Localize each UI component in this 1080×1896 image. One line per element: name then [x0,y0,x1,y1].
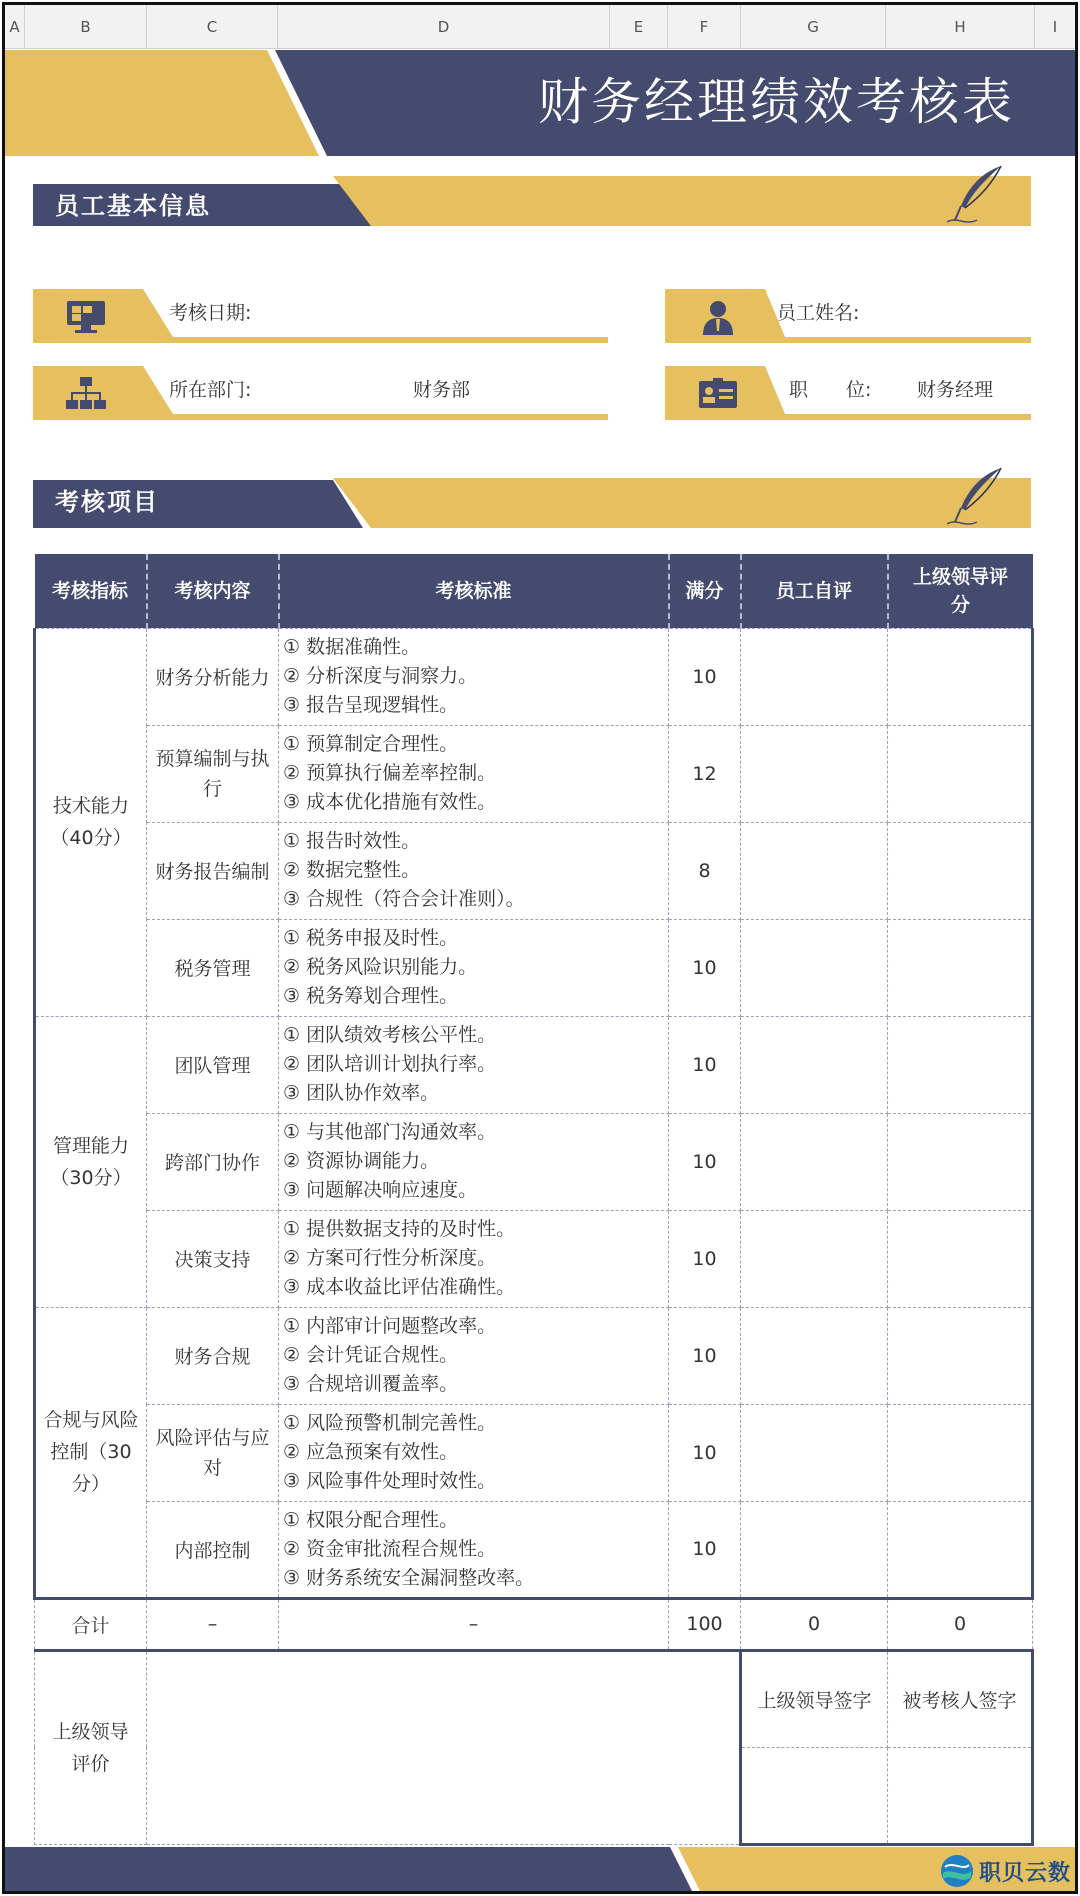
section-title: 考核项目 [55,488,159,516]
department-label: 所在部门: [169,379,252,401]
header-content: 考核内容 [147,554,279,628]
full-score-cell: 10 [669,919,741,1016]
full-score-cell: 12 [669,725,741,822]
full-score-cell: 10 [669,1210,741,1307]
standard-line: ② 资源协调能力。 [283,1150,440,1172]
total-leader-score: 0 [888,1598,1033,1650]
table-header-row [35,554,1033,628]
table-row [35,628,1033,725]
table-row [35,725,1033,822]
standard-cell [279,1210,669,1307]
standard-line: ① 提供数据支持的及时性。 [283,1218,516,1240]
standard-line: ② 税务风险识别能力。 [283,956,478,978]
standard-line: ② 应急预案有效性。 [283,1441,459,1463]
content-cell: 风险评估与应对 [147,1404,279,1501]
self-score-input[interactable] [741,919,888,1016]
column-header-bar [5,5,1075,49]
review-date-label: 考核日期: [169,302,252,324]
column-header-a[interactable]: A [5,5,25,49]
leader-score-input[interactable] [888,1113,1033,1210]
standard-line: ① 团队绩效考核公平性。 [283,1024,497,1046]
standard-cell [279,1501,669,1598]
self-score-input[interactable] [741,1113,888,1210]
total-standard: – [279,1598,669,1650]
table-row [35,1501,1033,1598]
standard-line: ① 风险预警机制完善性。 [283,1412,497,1434]
column-header-i[interactable]: I [1052,18,1058,36]
standard-line: ① 与其他部门沟通效率。 [283,1121,497,1143]
column-header-b[interactable]: B [25,5,147,49]
content-cell: 财务合规 [147,1307,279,1404]
standard-line: ② 资金审批流程合规性。 [283,1537,497,1560]
standard-line: ① 税务申报及时性。 [283,927,459,949]
page-title: 财务经理绩效考核表 [538,73,1015,131]
full-score-cell: 10 [669,1307,741,1404]
leader-score-input[interactable] [888,822,1033,919]
full-score-cell: 8 [669,822,741,919]
content-cell: 税务管理 [147,919,279,1016]
total-content: – [147,1598,279,1650]
table-row [35,1016,1033,1113]
leader-score-input[interactable] [888,725,1033,822]
department-row [33,366,608,420]
leader-score-input[interactable] [888,1016,1033,1113]
leader-score-input[interactable] [888,919,1033,1016]
self-score-input[interactable] [741,1016,888,1113]
employee-signature-label: 被考核人签字 [888,1650,1033,1747]
icon-tab [665,366,805,420]
leader-review-label: 上级领导评价 [35,1650,147,1844]
standard-line: ③ 团队协作效率。 [283,1082,440,1104]
standard-cell [279,1113,669,1210]
standard-line: ① 内部审计问题整改率。 [283,1315,497,1337]
spreadsheet-page [2,2,1078,1894]
standard-line: ② 数据完整性。 [283,859,421,881]
section-title: 员工基本信息 [55,192,211,220]
standard-line: ① 预算制定合理性。 [283,733,459,755]
header-self-score: 员工自评 [741,554,888,628]
table-row [35,822,1033,919]
standard-cell [279,725,669,822]
table-row [35,1404,1033,1501]
full-score-cell: 10 [669,1016,741,1113]
content-cell: 团队管理 [147,1016,279,1113]
column-header-h[interactable]: H [886,5,1035,49]
standard-line: ③ 税务筹划合理性。 [283,985,459,1007]
standard-line: ① 数据准确性。 [283,636,421,658]
standard-line: ② 预算执行偏差率控制。 [283,762,497,784]
brand-logo-icon [939,1853,975,1889]
leader-score-input[interactable] [888,1501,1033,1598]
person-icon [697,299,739,335]
self-score-input[interactable] [741,628,888,725]
content-cell: 内部控制 [147,1501,279,1598]
self-score-input[interactable] [741,725,888,822]
employee-name-value[interactable] [875,289,1025,337]
standard-line: ③ 合规培训覆盖率。 [283,1373,459,1395]
standard-line: ② 方案可行性分析深度。 [283,1247,497,1269]
standard-cell [279,628,669,725]
standard-line: ② 会计凭证合规性。 [283,1344,459,1366]
leader-score-input[interactable] [888,628,1033,725]
position-label: 职 位: [789,379,872,401]
full-score-cell: 10 [669,628,741,725]
standard-cell [279,1016,669,1113]
self-score-input[interactable] [741,1404,888,1501]
table-row [35,1307,1033,1404]
review-date-row [33,289,608,343]
standard-cell [279,919,669,1016]
section-header-assessment [33,478,1031,530]
assessment-table [33,554,1034,1846]
icon-tab [33,289,173,343]
department-value[interactable]: 财务部 [413,379,471,401]
total-self-score: 0 [741,1598,888,1650]
position-row [665,366,1031,420]
leader-signature-input[interactable] [741,1747,888,1844]
standard-line: ② 团队培训计划执行率。 [283,1053,497,1075]
quill-icon [943,162,1007,228]
leader-review-input[interactable] [147,1650,741,1844]
full-score-cell: 10 [669,1501,741,1598]
leader-signature-label: 上级领导签字 [741,1650,888,1747]
standard-line: ③ 财务系统安全漏洞整改率。 [283,1566,535,1589]
column-header-c[interactable]: C [147,5,278,49]
id-card-icon [697,376,739,412]
standard-cell [279,822,669,919]
header-standard: 考核标准 [279,554,669,628]
icon-tab [33,366,173,420]
full-score-cell: 10 [669,1113,741,1210]
total-row [35,1598,1033,1650]
standard-line: ① 报告时效性。 [283,830,421,852]
content-cell: 财务分析能力 [147,628,279,725]
full-score-cell: 10 [669,1404,741,1501]
content-cell: 财务报告编制 [147,822,279,919]
table-row [35,1113,1033,1210]
standard-cell [279,1307,669,1404]
self-score-input[interactable] [741,1501,888,1598]
category-compliance: 合规与风险控制（30分） [35,1307,147,1598]
review-date-value[interactable] [283,289,583,337]
standard-line: ③ 成本收益比评估准确性。 [283,1276,516,1298]
category-tech: 技术能力（40分） [35,628,147,1016]
standard-cell [279,1404,669,1501]
leader-review-row [35,1650,1033,1747]
standard-line: ③ 风险事件处理时效性。 [283,1470,497,1492]
section-header-basic-info [33,176,1031,228]
standard-line: ③ 问题解决响应速度。 [283,1179,478,1201]
header-indicator: 考核指标 [35,554,147,628]
standard-line: ③ 合规性（符合会计准则）。 [283,888,525,910]
column-header-g[interactable]: G [741,5,886,49]
table-row [35,1210,1033,1307]
header-leader-score: 上级领导评分 [888,554,1033,628]
content-cell: 跨部门协作 [147,1113,279,1210]
employee-signature-input[interactable] [888,1747,1033,1844]
leader-score-input[interactable] [888,1307,1033,1404]
self-score-input[interactable] [741,1307,888,1404]
title-banner [5,50,1075,156]
column-header-e[interactable]: E [610,5,668,49]
leader-score-input[interactable] [888,1210,1033,1307]
standard-line: ③ 成本优化措施有效性。 [283,791,497,813]
employee-name-label: 员工姓名: [777,302,860,324]
org-chart-icon [65,376,107,412]
total-full-score: 100 [669,1598,741,1650]
table-row [35,919,1033,1016]
column-header-f[interactable]: F [668,5,741,49]
monitor-icon [65,299,107,335]
position-value[interactable]: 财务经理 [917,379,994,401]
self-score-input[interactable] [741,1210,888,1307]
standard-line: ③ 报告呈现逻辑性。 [283,694,459,716]
brand-watermark [939,1849,1071,1893]
category-management: 管理能力（30分） [35,1016,147,1307]
content-cell: 预算编制与执行 [147,725,279,822]
self-score-input[interactable] [741,822,888,919]
footer-band [5,1847,1075,1894]
standard-line: ① 权限分配合理性。 [283,1508,459,1531]
standard-line: ② 分析深度与洞察力。 [283,665,478,687]
header-full-score: 满分 [669,554,741,628]
total-label: 合计 [35,1598,147,1650]
quill-icon [943,464,1007,530]
content-cell: 决策支持 [147,1210,279,1307]
employee-name-row [665,289,1031,343]
brand-name: 职贝云数 [978,1860,1071,1886]
leader-score-input[interactable] [888,1404,1033,1501]
section-shape [33,478,1031,530]
column-header-d[interactable]: D [278,5,610,49]
